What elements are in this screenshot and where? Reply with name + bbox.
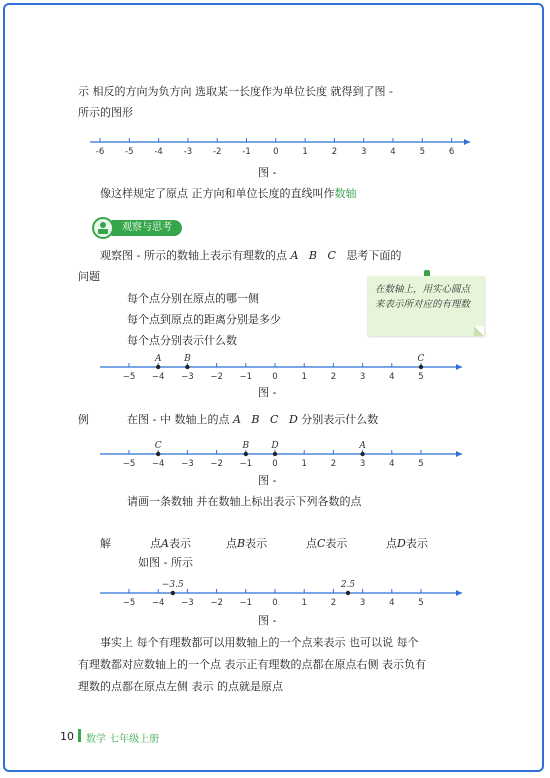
example-text-b: 分别表示什么数 xyxy=(301,413,379,426)
solution-a-point: A xyxy=(161,537,169,550)
axis2-tick-label: −3 xyxy=(181,372,194,382)
example-label: 例 xyxy=(78,413,89,426)
solution-a-says: 表示 xyxy=(168,537,191,550)
axis3-tick-label: −4 xyxy=(151,459,165,469)
axis4-arrow xyxy=(456,590,462,596)
axis4-tick-label: −2 xyxy=(210,598,223,608)
observe-text-a: 观察图 - 所示的数轴上表示有理数的点 xyxy=(100,249,287,262)
axis1-arrow xyxy=(464,139,470,145)
solution-line2: 如图 - 所示 xyxy=(138,556,193,569)
axis4-point xyxy=(171,591,175,595)
axis3-tick-label: 5 xyxy=(418,459,424,469)
axis2-arrow xyxy=(456,364,462,370)
point-label-A: A xyxy=(290,249,299,262)
axis3-tick-label: −1 xyxy=(239,459,253,469)
axis2-point xyxy=(419,365,423,369)
axis3-tick-label: 1 xyxy=(301,459,307,469)
axis1-tick-label: -3 xyxy=(183,147,193,157)
book-title: 数学 七年级上册 xyxy=(86,734,160,745)
axis2-tick-label: −5 xyxy=(122,372,136,382)
axis1-tick-label: -5 xyxy=(125,147,134,157)
solution-c-says: 表示 xyxy=(325,537,348,550)
footer-divider xyxy=(78,729,81,742)
axis3-point-label: D xyxy=(271,441,279,451)
axis4-tick-label: 0 xyxy=(272,598,278,608)
axis4-tick-label: 1 xyxy=(301,598,307,608)
badge-label: 观察与思考 xyxy=(122,222,172,233)
observe-think-badge xyxy=(92,217,184,239)
axis3-tick-label: −3 xyxy=(181,459,194,469)
axis2-tick-label: 5 xyxy=(418,372,424,382)
solution-a xyxy=(150,537,191,551)
axis4-tick-label: −1 xyxy=(239,598,253,608)
axis4-tick-label: 2 xyxy=(330,598,337,608)
solution-a-text: 点 xyxy=(150,537,161,550)
axis3-tick-label: −2 xyxy=(210,459,223,469)
axis3-point xyxy=(360,452,364,456)
question-3: 每个点分别表示什么数 xyxy=(127,334,237,347)
axis1-tick-label: -2 xyxy=(212,147,222,157)
axis2-point-label: C xyxy=(417,354,425,364)
point-label-C: C xyxy=(327,249,336,262)
axis2-tick-label: 1 xyxy=(301,372,307,382)
example-point-D: D xyxy=(288,413,298,426)
task-text: 请画一条数轴 并在数轴上标出表示下列各数的点 xyxy=(127,495,362,508)
axis2-caption: 图 - xyxy=(258,386,277,399)
solution-d-says: 表示 xyxy=(405,537,428,550)
axis4-tick-label: 5 xyxy=(418,598,424,608)
solution-d xyxy=(386,537,428,551)
axis3-caption: 图 - xyxy=(258,474,277,487)
conclusion-line1: 事实上 每个有理数都可以用数轴上的一个点来表示 也可以说 每个 xyxy=(100,636,419,649)
axis3-tick-label: −5 xyxy=(122,459,136,469)
axis4-tick-label: −3 xyxy=(181,598,194,608)
axis2-point-label: B xyxy=(184,354,191,364)
axis1-tick-label: 0 xyxy=(273,147,279,157)
conclusion-line3: 理数的点都在原点左侧 表示 的点就是原点 xyxy=(78,680,283,693)
axis2-tick-label: −2 xyxy=(210,372,223,382)
axis4-tick-label: −5 xyxy=(122,598,136,608)
axis1-tick-label: 1 xyxy=(302,147,308,157)
axis2-tick-label: 3 xyxy=(359,372,366,382)
axis4-point-label: −3.5 xyxy=(161,580,184,590)
axis2-point xyxy=(185,365,189,369)
axis2-tick-label: 2 xyxy=(330,372,337,382)
axis2-tick-label: 0 xyxy=(272,372,278,382)
axis3-tick-label: 2 xyxy=(330,459,337,469)
para1-line2: 所示的图形 xyxy=(78,106,133,119)
solution-b-point: B xyxy=(237,537,246,550)
axis3-tick-label: 4 xyxy=(389,459,395,469)
axis1-tick-label: 3 xyxy=(360,147,367,157)
axis3-point xyxy=(156,452,160,456)
observe-line1 xyxy=(100,249,401,263)
axis3-tick-label: 0 xyxy=(272,459,278,469)
example-point-B: B xyxy=(251,413,260,426)
axis3-point xyxy=(273,452,277,456)
axis1-tick-label: 2 xyxy=(331,147,338,157)
axis3-point xyxy=(244,452,248,456)
observe-text-b: 思考下面的 xyxy=(346,249,402,262)
example-point-C: C xyxy=(270,413,279,426)
axis3-point-label: C xyxy=(154,441,162,451)
axis4-point xyxy=(346,591,350,595)
example-text-a: 在图 - 中 数轴上的点 xyxy=(127,413,230,426)
solution-d-point: D xyxy=(397,537,406,550)
solution-b-text: 点 xyxy=(226,537,237,550)
solution-c xyxy=(306,537,347,551)
axis4-tick-label: 3 xyxy=(359,598,366,608)
axis1-caption: 图 - xyxy=(258,166,277,179)
solution-c-point: C xyxy=(317,537,326,550)
axis2-tick-label: −4 xyxy=(151,372,165,382)
axis1-tick-label: 5 xyxy=(419,147,426,157)
page-number: 10 xyxy=(60,730,74,743)
para2-line xyxy=(100,187,357,201)
observe-line2: 问题 xyxy=(78,270,100,283)
example-point-A: A xyxy=(232,413,241,426)
para2-text: 像这样规定了原点 正方向和单位长度的直线叫作 xyxy=(100,187,335,200)
reader-icon xyxy=(92,217,114,239)
point-label-B: B xyxy=(308,249,318,262)
axis2-point xyxy=(156,365,160,369)
solution-c-text: 点 xyxy=(306,537,317,550)
solution-label: 解 xyxy=(100,537,111,550)
axis3-tick-label: 3 xyxy=(359,459,366,469)
note-text: 在数轴上，用实心圆点来表示所对应的有理数 xyxy=(375,284,471,310)
solution-b xyxy=(226,537,267,551)
axis1-tick-label: 6 xyxy=(448,147,455,157)
axis2-tick-label: −1 xyxy=(239,372,253,382)
example-line xyxy=(127,413,378,427)
axis3-point-label: B xyxy=(242,441,250,451)
solution-d-text: 点 xyxy=(386,537,397,550)
axis4-tick-label: −4 xyxy=(151,598,165,608)
axis1-tick-label: 4 xyxy=(390,147,396,157)
axis4-tick-label: 4 xyxy=(389,598,395,608)
axis3-arrow xyxy=(456,451,462,457)
question-2: 每个点到原点的距离分别是多少 xyxy=(127,313,281,326)
solution-b-says: 表示 xyxy=(245,537,268,550)
axis4-caption: 图 - xyxy=(258,614,277,627)
axis1-tick-label: -1 xyxy=(242,147,251,157)
axis2-point-label: A xyxy=(154,354,162,364)
note-fold xyxy=(474,326,484,336)
question-1: 每个点分别在原点的哪一侧 xyxy=(127,292,259,305)
sticky-note xyxy=(367,276,484,336)
para1-line1: 示 相反的方向为负方向 选取某一长度作为单位长度 就得到了图 - xyxy=(78,85,393,98)
axis3-point-label: A xyxy=(359,441,366,451)
term-number-line: 数轴 xyxy=(334,187,357,200)
axis1-tick-label: -6 xyxy=(95,147,105,157)
axis4-point-label: 2.5 xyxy=(340,580,356,590)
axis2-tick-label: 4 xyxy=(389,372,395,382)
conclusion-line2: 有理数都对应数轴上的一个点 表示正有理数的点都在原点右侧 表示负有 xyxy=(78,658,426,671)
axis1-tick-label: -4 xyxy=(154,147,163,157)
